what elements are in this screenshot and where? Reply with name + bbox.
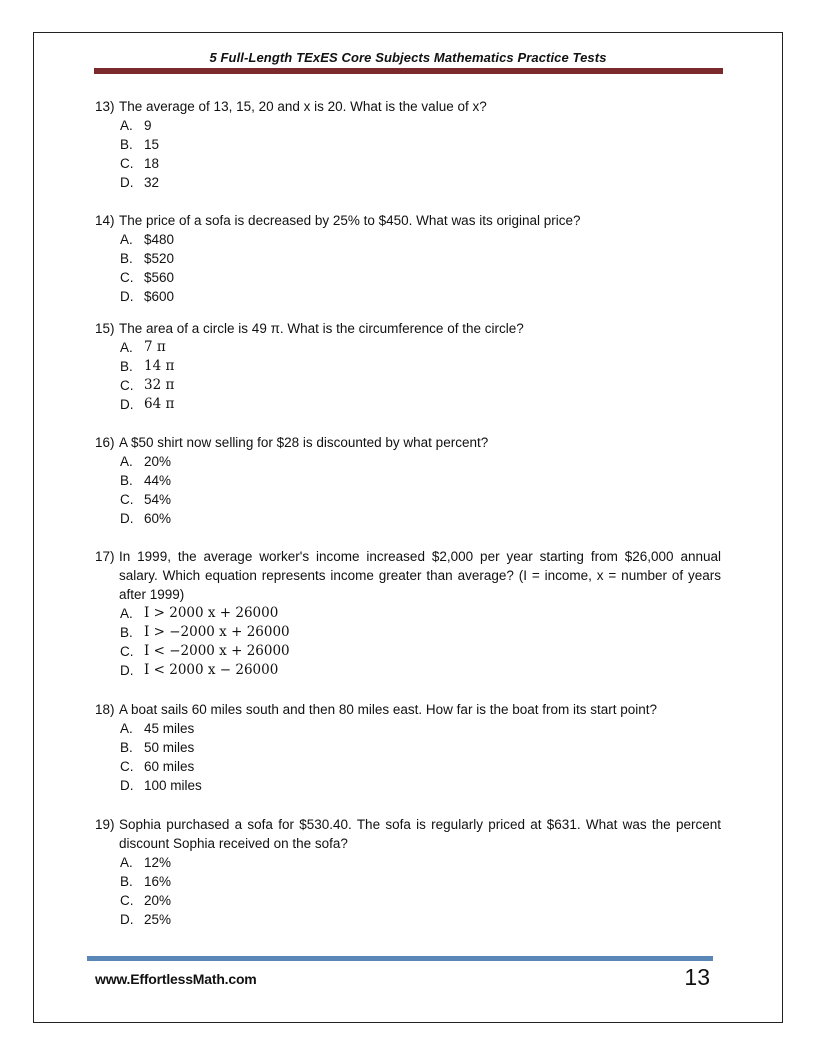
option-letter: C.	[120, 893, 134, 908]
answer-option-d[interactable]	[120, 395, 721, 414]
question-text: Sophia purchased a sofa for $530.40. The sofa is regularly priced at $631. What was the percent discount Sophia received on the sofa?	[119, 817, 721, 851]
option-value: 14 π	[144, 358, 175, 374]
option-letter: D.	[120, 778, 134, 793]
answer-options	[120, 853, 721, 929]
option-value: 32	[144, 175, 160, 190]
option-value: 60 miles	[144, 759, 195, 774]
option-letter: A.	[120, 606, 133, 621]
footer-rule	[87, 956, 713, 961]
question-text: The average of 13, 15, 20 and x is 20. What is the value of x?	[119, 99, 487, 114]
option-letter: B.	[120, 740, 133, 755]
answer-option-a[interactable]	[120, 853, 721, 872]
option-value: 32 π	[144, 377, 175, 393]
question-number: 19)	[95, 817, 115, 832]
question-number: 14)	[95, 213, 115, 228]
answer-option-a[interactable]	[120, 230, 721, 249]
answer-option-d[interactable]	[120, 776, 721, 795]
question-16	[95, 433, 721, 528]
option-letter: C.	[120, 270, 134, 285]
question-text: A boat sails 60 miles south and then 80 miles east. How far is the boat from its start point?	[119, 702, 658, 717]
answer-options	[120, 116, 721, 192]
answer-option-b[interactable]	[120, 249, 721, 268]
option-letter: D.	[120, 289, 134, 304]
option-letter: C.	[120, 492, 134, 507]
option-letter: C.	[120, 644, 134, 659]
option-value: 100 miles	[144, 778, 202, 793]
answer-options	[120, 604, 721, 680]
question-text: The area of a circle is 49 π. What is the circumference of the circle?	[119, 321, 524, 336]
option-letter: D.	[120, 912, 134, 927]
footer-website-link[interactable]: www.EffortlessMath.com	[95, 971, 257, 987]
option-letter: B.	[120, 137, 133, 152]
question-text: The price of a sofa is decreased by 25% to $450. What was its original price?	[119, 213, 581, 228]
question-number: 13)	[95, 99, 115, 114]
answer-option-b[interactable]	[120, 471, 721, 490]
question-13	[95, 97, 721, 192]
option-letter: A.	[120, 118, 133, 133]
option-letter: D.	[120, 511, 134, 526]
option-letter: B.	[120, 874, 133, 889]
answer-option-b[interactable]	[120, 738, 721, 757]
option-letter: B.	[120, 473, 133, 488]
question-number: 18)	[95, 702, 115, 717]
question-text: A $50 shirt now selling for $28 is discounted by what percent?	[119, 435, 489, 450]
answer-options	[120, 338, 721, 414]
option-value: 20%	[144, 893, 172, 908]
option-letter: B.	[120, 251, 133, 266]
option-value: 12%	[144, 855, 172, 870]
option-value: 7 π	[144, 339, 166, 355]
option-value: 9	[144, 118, 152, 133]
answer-option-c[interactable]	[120, 490, 721, 509]
question-number: 17)	[95, 549, 115, 564]
option-value: $560	[144, 270, 175, 285]
answer-option-c[interactable]	[120, 891, 721, 910]
option-value: $520	[144, 251, 175, 266]
option-letter: C.	[120, 378, 134, 393]
option-letter: A.	[120, 721, 133, 736]
answer-option-b[interactable]	[120, 623, 721, 642]
answer-option-a[interactable]	[120, 116, 721, 135]
option-value: I < 2000 x − 26000	[144, 662, 279, 678]
option-value: 16%	[144, 874, 172, 889]
question-18	[95, 700, 721, 795]
option-value: I > 2000 x + 26000	[144, 605, 279, 621]
answer-option-d[interactable]	[120, 287, 721, 306]
option-value: I > −2000 x + 26000	[144, 624, 290, 640]
option-value: I < −2000 x + 26000	[144, 643, 290, 659]
option-letter: D.	[120, 175, 134, 190]
question-15	[95, 319, 721, 414]
option-value: 50 miles	[144, 740, 195, 755]
option-value: 25%	[144, 912, 172, 927]
option-letter: A.	[120, 232, 133, 247]
option-letter: D.	[120, 663, 134, 678]
question-19	[95, 815, 721, 929]
option-value: 64 π	[144, 396, 175, 412]
answer-option-a[interactable]	[120, 338, 721, 357]
option-letter: B.	[120, 359, 133, 374]
option-value: 18	[144, 156, 160, 171]
answer-option-c[interactable]	[120, 268, 721, 287]
option-letter: A.	[120, 855, 133, 870]
option-letter: C.	[120, 759, 134, 774]
answer-option-b[interactable]	[120, 357, 721, 376]
answer-option-d[interactable]	[120, 173, 721, 192]
answer-option-a[interactable]	[120, 719, 721, 738]
question-17	[95, 547, 721, 680]
answer-options	[120, 230, 721, 306]
header-rule	[94, 68, 723, 74]
option-value: 54%	[144, 492, 172, 507]
answer-options	[120, 452, 721, 528]
answer-option-c[interactable]	[120, 757, 721, 776]
option-value: 60%	[144, 511, 172, 526]
page-number: 13	[684, 964, 710, 990]
answer-option-c[interactable]	[120, 154, 721, 173]
option-value: $600	[144, 289, 175, 304]
option-value: 45 miles	[144, 721, 195, 736]
answer-option-a[interactable]	[120, 604, 721, 623]
answer-option-d[interactable]	[120, 910, 721, 929]
option-letter: A.	[120, 454, 133, 469]
question-14	[95, 211, 721, 306]
question-number: 15)	[95, 321, 115, 336]
option-letter: D.	[120, 397, 134, 412]
option-letter: C.	[120, 156, 134, 171]
option-value: $480	[144, 232, 175, 247]
answer-option-d[interactable]	[120, 661, 721, 680]
page-header-title: 5 Full-Length TExES Core Subjects Mathematics Practice Tests	[209, 50, 607, 65]
answer-option-d[interactable]	[120, 509, 721, 528]
option-letter: B.	[120, 625, 133, 640]
answer-option-a[interactable]	[120, 452, 721, 471]
option-value: 15	[144, 137, 160, 152]
question-number: 16)	[95, 435, 115, 450]
question-text: In 1999, the average worker's income increased $2,000 per year starting from $26,000 annual salary. Which equation represents income greater than average? (I = income, x = number of years after 1999)	[119, 549, 721, 602]
option-value: 44%	[144, 473, 172, 488]
answer-option-b[interactable]	[120, 135, 721, 154]
answer-options	[120, 719, 721, 795]
answer-option-c[interactable]	[120, 642, 721, 661]
option-letter: A.	[120, 340, 133, 355]
answer-option-b[interactable]	[120, 872, 721, 891]
answer-option-c[interactable]	[120, 376, 721, 395]
option-value: 20%	[144, 454, 172, 469]
